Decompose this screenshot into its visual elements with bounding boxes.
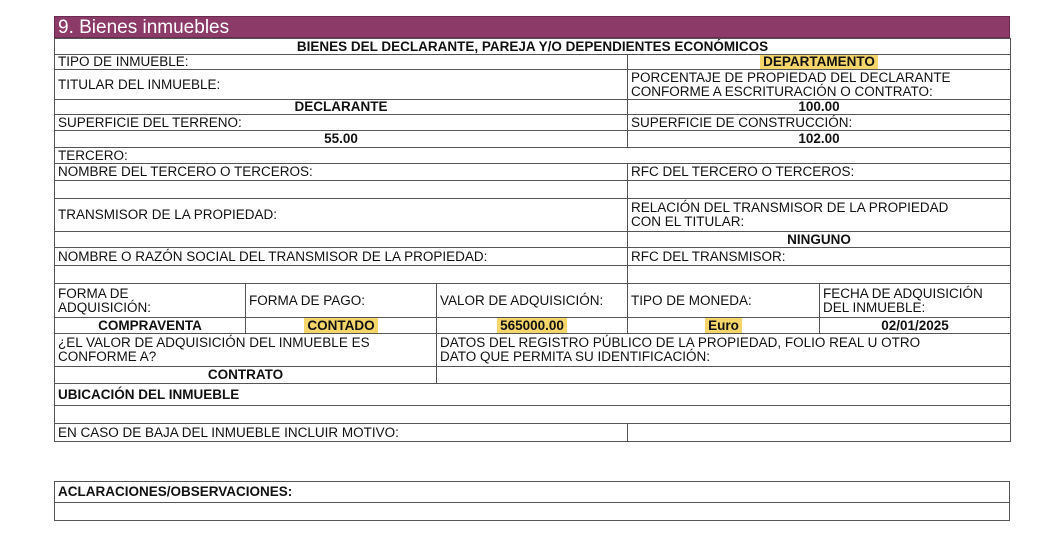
tipo-inmueble-row [55,55,1011,70]
subheader: BIENES DEL DECLARANTE, PAREJA Y/O DEPENDIENTES ECONÓMICOS [55,39,1011,55]
transmisor-row [55,199,1011,232]
superficie-terreno-value: 55.00 [55,131,628,148]
superficie-construccion-label: SUPERFICIE DE CONSTRUCCIÓN: [628,115,1011,131]
superficie-terreno-label: SUPERFICIE DEL TERRENO: [55,115,628,131]
valor-adquisicion-cell [437,318,628,334]
superficie-value-row [55,131,1011,148]
transmisor-value [55,232,628,248]
tercero-label: TERCERO: [55,148,1011,164]
baja-label: EN CASO DE BAJA DEL INMUEBLE INCLUIR MOTIVO: [55,424,628,442]
tipo-inmueble-label: TIPO DE INMUEBLE: [55,55,628,70]
superficie-label-row [55,115,1011,131]
tercero-values-row [55,181,1011,199]
aclaraciones-value [55,503,1010,521]
transmisor-nombre-value [55,266,628,284]
tercero-rfc-value [628,181,1011,199]
tercero-nombre-label: NOMBRE DEL TERCERO O TERCEROS: [55,164,628,181]
porcentaje-value: 100.00 [628,100,1011,115]
inmueble-table [54,38,1011,442]
titular-value: DECLARANTE [55,100,628,115]
registro-publico-value [437,367,1011,384]
transmisor-rfc-label: RFC DEL TRANSMISOR: [628,248,1011,266]
porcentaje-label: PORCENTAJE DE PROPIEDAD DEL DECLARANTE CONFORME A ESCRITURACIÓN O CONTRATO: [628,70,1011,100]
transmisor-values-row [55,232,1011,248]
titular-values-row [55,100,1011,115]
baja-value [628,424,1011,442]
forma-pago-cell [246,318,437,334]
registro-publico-label: DATOS DEL REGISTRO PÚBLICO DE LA PROPIEDAD, FOLIO REAL U OTRO DATO QUE PERMITA SU IDENTIFICACIÓN: [437,334,1011,367]
aclaraciones-table [54,481,1010,521]
adquisicion-values-row [55,318,1011,334]
titular-label: TITULAR DEL INMUEBLE: [55,70,628,100]
aclaraciones-value-row [55,503,1010,521]
section-title: 9. Bienes inmuebles [54,16,1010,38]
relacion-value: NINGUNO [628,232,1011,248]
tipo-inmueble-value: DEPARTAMENTO [760,55,878,70]
transmisor-nombre-row [55,248,1011,266]
superficie-construccion-value: 102.00 [628,131,1011,148]
ubicacion-row [55,384,1011,406]
titular-row [55,70,1011,100]
tipo-moneda-label: TIPO DE MONEDA: [628,284,820,318]
aclaraciones-title: ACLARACIONES/OBSERVACIONES: [55,482,1010,503]
tipo-moneda-value: Euro [705,318,742,333]
valor-adquisicion-label: VALOR DE ADQUISICIÓN: [437,284,628,318]
forma-adquisicion-value: COMPRAVENTA [55,318,246,334]
forma-pago-value: CONTADO [304,318,377,333]
aclaraciones-title-row [55,482,1010,503]
ubicacion-value-row [55,406,1011,424]
tipo-inmueble-cell [628,55,1011,70]
relacion-label: RELACIÓN DEL TRANSMISOR DE LA PROPIEDAD CON EL TITULAR: [628,199,1011,232]
valor-adquisicion-value: 565000.00 [497,318,567,333]
bienes-inmuebles-form [54,16,1010,442]
tercero-rfc-label: RFC DEL TERCERO O TERCEROS: [628,164,1011,181]
tercero-row [55,148,1011,164]
aclaraciones-section [54,481,1010,521]
transmisor-label: TRANSMISOR DE LA PROPIEDAD: [55,199,628,232]
fecha-adquisicion-label: FECHA DE ADQUISICIÓN DEL INMUEBLE: [820,284,1011,318]
tercero-nombre-row [55,164,1011,181]
conforme-value: CONTRATO [55,367,437,384]
tipo-moneda-cell [628,318,820,334]
adquisicion-label-row [55,284,1011,318]
conforme-label: ¿EL VALOR DE ADQUISICIÓN DEL INMUEBLE ES CONFORME A? [55,334,437,367]
transmisor-nombre-label: NOMBRE O RAZÓN SOCIAL DEL TRANSMISOR DE LA PROPIEDAD: [55,248,628,266]
ubicacion-value [55,406,1011,424]
fecha-adquisicion-value: 02/01/2025 [820,318,1011,334]
conforme-values-row [55,367,1011,384]
ubicacion-title: UBICACIÓN DEL INMUEBLE [55,384,1011,406]
conforme-row [55,334,1011,367]
transmisor-nombre-values-row [55,266,1011,284]
transmisor-rfc-value [628,266,1011,284]
tercero-nombre-value [55,181,628,199]
subheader-row [55,39,1011,55]
baja-row [55,424,1011,442]
forma-pago-label: FORMA DE PAGO: [246,284,437,318]
forma-adquisicion-label: FORMA DE ADQUISICIÓN: [55,284,246,318]
